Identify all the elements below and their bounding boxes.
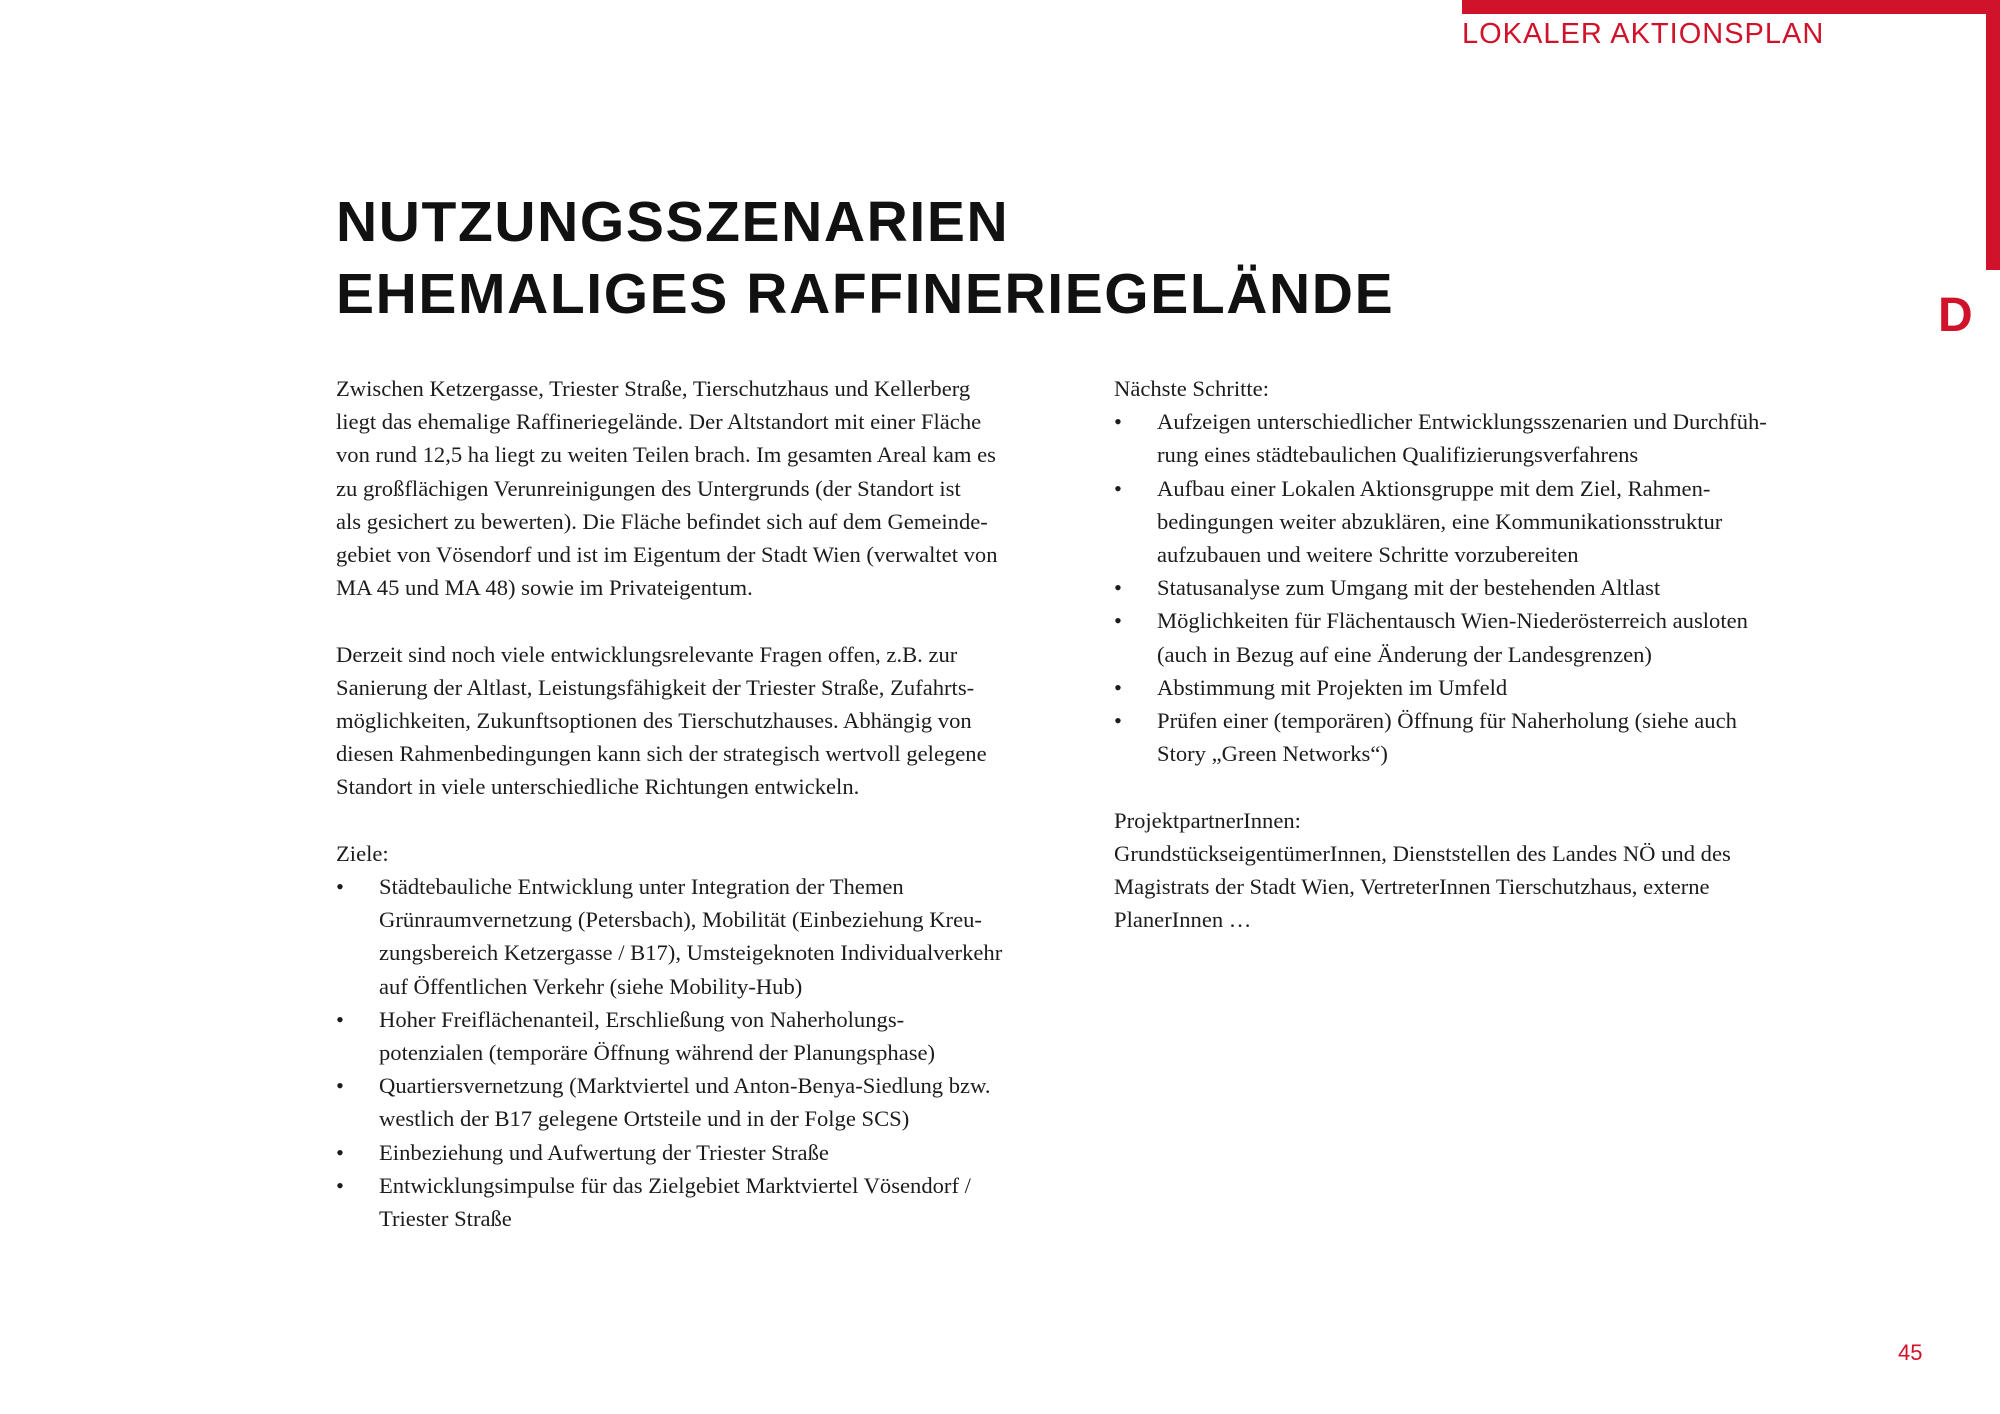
step-item bbox=[1114, 604, 1874, 670]
goal-line: Grünraumvernetzung (Petersbach), Mobilität (Einbeziehung Kreu- bbox=[379, 907, 982, 933]
second-paragraph bbox=[336, 638, 1086, 804]
goal-item bbox=[336, 1169, 1086, 1235]
step-line: Aufbau einer Lokalen Aktionsgruppe mit dem Ziel, Rahmen- bbox=[1157, 475, 1711, 501]
header-accent-bar bbox=[1462, 0, 2000, 14]
title-line-1: NUTZUNGSSZENARIEN bbox=[336, 190, 1010, 254]
partners-line: Magistrats der Stadt Wien, VertreterInnen Tierschutzhaus, externe bbox=[1114, 874, 1710, 900]
goal-line: zungsbereich Ketzergasse / B17), Umsteigeknoten Individualverkehr bbox=[379, 940, 1003, 966]
steps-heading: Nächste Schritte: bbox=[1114, 376, 1269, 401]
title-line-2: EHEMALIGES RAFFINERIEGELÄNDE bbox=[336, 262, 1395, 326]
step-item bbox=[1114, 704, 1874, 770]
page-title bbox=[336, 186, 1394, 330]
partners-heading: ProjektpartnerInnen: bbox=[1114, 807, 1301, 833]
intro-line: zu großflächigen Verunreinigungen des Untergrunds (der Standort ist bbox=[336, 475, 961, 501]
intro-line: MA 45 und MA 48) sowie im Privateigentum. bbox=[336, 575, 753, 601]
paragraph-gap bbox=[336, 604, 1086, 637]
intro-line: liegt das ehemalige Raffineriegelände. Der Altstandort mit einer Fläche bbox=[336, 409, 982, 435]
partners-text bbox=[1114, 837, 1874, 937]
goal-line: westlich der B17 gelegene Ortsteile und in der Folge SCS) bbox=[379, 1106, 910, 1132]
paragraph-gap bbox=[336, 804, 1086, 837]
step-line: (auch in Bezug auf eine Änderung der Landesgrenzen) bbox=[1157, 641, 1652, 667]
intro-paragraph bbox=[336, 372, 1086, 604]
goal-line: Quartiersvernetzung (Marktviertel und Anton-Benya-Siedlung bzw. bbox=[379, 1073, 991, 1099]
goal-line: potenzialen (temporäre Öffnung während der Planungsphase) bbox=[379, 1040, 936, 1066]
second-line: Sanierung der Altlast, Leistungsfähigkeit der Triester Straße, Zufahrts- bbox=[336, 674, 975, 700]
second-line: diesen Rahmenbedingungen kann sich der strategisch wertvoll gelegene bbox=[336, 741, 987, 767]
goal-line: auf Öffentlichen Verkehr (siehe Mobility-Hub) bbox=[379, 973, 803, 999]
step-line: Aufzeigen unterschiedlicher Entwicklungsszenarien und Durchfüh- bbox=[1157, 409, 1767, 435]
intro-line: von rund 12,5 ha liegt zu weiten Teilen brach. Im gesamten Areal kam es bbox=[336, 442, 996, 468]
step-item bbox=[1114, 472, 1874, 572]
goal-line: Städtebauliche Entwicklung unter Integration der Themen bbox=[379, 874, 904, 900]
step-line: Prüfen einer (temporären) Öffnung für Naherholung (siehe auch bbox=[1157, 708, 1737, 734]
goals-list bbox=[336, 870, 1086, 1235]
step-line: Möglichkeiten für Flächentausch Wien-Niederösterreich ausloten bbox=[1157, 608, 1748, 634]
step-line: rung eines städtebaulichen Qualifizierungsverfahrens bbox=[1157, 442, 1639, 468]
second-line: Derzeit sind noch viele entwicklungsrelevante Fragen offen, z.B. zur bbox=[336, 641, 958, 667]
second-line: Standort in viele unterschiedliche Richtungen entwickeln. bbox=[336, 774, 860, 800]
left-column bbox=[336, 372, 1086, 1235]
second-line: möglichkeiten, Zukunftsoptionen des Tierschutzhauses. Abhängig von bbox=[336, 708, 972, 734]
goal-item bbox=[336, 1069, 1086, 1135]
step-item bbox=[1114, 405, 1874, 471]
intro-line: als gesichert zu bewerten). Die Fläche befindet sich auf dem Gemeinde- bbox=[336, 508, 988, 534]
goals-heading: Ziele: bbox=[336, 840, 389, 866]
paragraph-gap bbox=[1114, 770, 1874, 803]
partners-line: GrundstückseigentümerInnen, Dienststellen des Landes NÖ und des bbox=[1114, 840, 1731, 866]
step-line: Statusanalyse zum Umgang mit der bestehenden Altlast bbox=[1157, 575, 1661, 601]
intro-line: Zwischen Ketzergasse, Triester Straße, Tierschutzhaus und Kellerberg bbox=[336, 376, 971, 401]
step-line: Story „Green Networks“) bbox=[1157, 741, 1388, 767]
goal-line: Einbeziehung und Aufwertung der Triester Straße bbox=[379, 1139, 829, 1165]
goal-line: Triester Straße bbox=[379, 1206, 512, 1232]
goal-item bbox=[336, 870, 1086, 1003]
step-item bbox=[1114, 671, 1874, 704]
steps-list bbox=[1114, 405, 1874, 770]
partners-line: PlanerInnen … bbox=[1114, 907, 1252, 933]
step-line: aufzubauen und weitere Schritte vorzubereiten bbox=[1157, 542, 1579, 568]
side-accent-bar bbox=[1986, 0, 2000, 270]
section-label: LOKALER AKTIONSPLAN bbox=[1462, 18, 1825, 50]
page-number: 45 bbox=[1898, 1340, 1923, 1365]
step-line: Abstimmung mit Projekten im Umfeld bbox=[1157, 674, 1508, 700]
step-line: bedingungen weiter abzuklären, eine Kommunikationsstruktur bbox=[1157, 508, 1723, 534]
goal-line: Hoher Freiflächenanteil, Erschließung von Naherholungs- bbox=[379, 1006, 905, 1032]
goal-item bbox=[336, 1003, 1086, 1069]
right-column bbox=[1114, 372, 1874, 936]
step-item bbox=[1114, 571, 1874, 604]
chapter-letter: D bbox=[1938, 289, 1973, 342]
goal-item bbox=[336, 1136, 1086, 1169]
intro-line: gebiet von Vösendorf und ist im Eigentum der Stadt Wien (verwaltet von bbox=[336, 542, 998, 568]
goal-line: Entwicklungsimpulse für das Zielgebiet Marktviertel Vösendorf / bbox=[379, 1172, 971, 1198]
